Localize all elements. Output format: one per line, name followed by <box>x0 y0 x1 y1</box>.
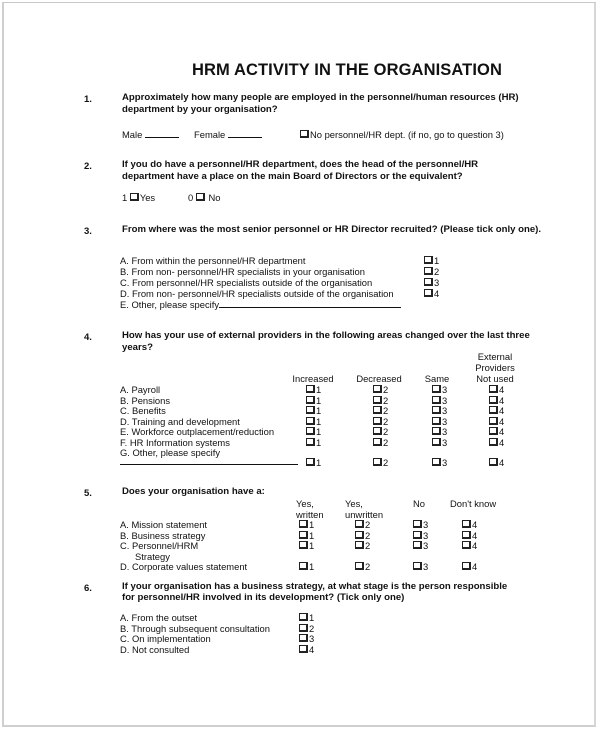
q5-checkbox[interactable] <box>462 561 477 572</box>
q5-code: 4 <box>472 540 478 551</box>
q1-female-blank[interactable] <box>228 137 262 138</box>
q5-checkbox[interactable] <box>299 540 314 551</box>
checkbox-icon[interactable] <box>306 427 315 435</box>
q4-code: 2 <box>383 457 389 468</box>
checkbox-icon[interactable] <box>432 417 441 425</box>
checkbox-icon[interactable] <box>306 438 315 446</box>
q4-code: 4 <box>499 437 505 448</box>
q5-code: 3 <box>423 519 429 530</box>
q4-checkbox[interactable] <box>489 437 504 448</box>
checkbox-icon[interactable] <box>299 520 308 528</box>
q4-code: 4 <box>499 416 505 427</box>
q4-checkbox[interactable] <box>432 457 447 468</box>
q4-code: 2 <box>383 437 389 448</box>
q4-checkbox[interactable] <box>432 426 447 437</box>
q5-code: 3 <box>423 561 429 572</box>
q5-checkbox[interactable] <box>299 519 314 530</box>
q3-option-a-checkbox[interactable] <box>424 255 439 266</box>
q4-code: 1 <box>316 395 322 406</box>
checkbox-icon[interactable] <box>489 438 498 446</box>
q3-option-c-label: C. From personnel/HR specialists outside of the organisation <box>120 277 373 288</box>
q3-other-label: E. Other, please specify <box>120 299 220 310</box>
q1-text: Approximately how many people are employed in the personnel/human resources (HR) department by your organisation? <box>122 92 519 115</box>
checkbox-icon[interactable] <box>373 406 382 414</box>
checkbox-icon[interactable] <box>355 531 364 539</box>
q6-code: 3 <box>309 633 315 644</box>
q5-col-line2: written <box>296 509 324 520</box>
q2-no-option[interactable] <box>188 192 220 203</box>
q5-code: 2 <box>365 519 371 530</box>
q4-code: 3 <box>442 384 448 395</box>
q4-code: 2 <box>383 395 389 406</box>
checkbox-icon[interactable] <box>424 278 433 286</box>
q5-checkbox[interactable] <box>413 540 428 551</box>
checkbox-icon[interactable] <box>355 520 364 528</box>
q4-col-external: External <box>477 351 513 362</box>
checkbox-icon[interactable] <box>299 531 308 539</box>
q6-option-c-checkbox[interactable] <box>299 633 314 644</box>
checkbox-icon[interactable] <box>373 417 382 425</box>
checkbox-icon[interactable] <box>432 396 441 404</box>
checkbox-icon[interactable] <box>299 541 308 549</box>
q3-option-c-checkbox[interactable] <box>424 277 439 288</box>
q4-row-label: B. Pensions <box>120 395 171 406</box>
q4-row-label: G. Other, please specify <box>120 447 221 458</box>
q4-code: 1 <box>316 405 322 416</box>
q5-checkbox[interactable] <box>413 519 428 530</box>
q5-row-label: A. Mission statement <box>120 519 208 530</box>
checkbox-icon[interactable] <box>355 541 364 549</box>
q4-code: 2 <box>383 405 389 416</box>
q6-text-line2: for personnel/HR involved in its development? (Tick only one) <box>122 592 405 603</box>
q5-row-label: B. Business strategy <box>120 530 206 541</box>
q4-checkbox[interactable] <box>489 457 504 468</box>
q4-code: 3 <box>442 426 448 437</box>
q6-code: 4 <box>309 644 315 655</box>
q3-other-blank[interactable] <box>219 307 401 308</box>
q6-code: 2 <box>309 623 315 634</box>
q1-male-blank[interactable] <box>145 137 179 138</box>
q1-male-field[interactable] <box>122 129 179 140</box>
q5-col-yes-unwritten <box>345 498 383 520</box>
q5-code: 3 <box>423 530 429 541</box>
q5-checkbox[interactable] <box>462 540 477 551</box>
q4-row-label: A. Payroll <box>120 384 161 395</box>
checkbox-icon[interactable] <box>299 645 308 653</box>
checkbox-icon[interactable] <box>373 385 382 393</box>
q5-col-line1: Yes, <box>296 498 314 509</box>
q5-checkbox[interactable] <box>299 561 314 572</box>
checkbox-icon[interactable] <box>300 130 309 138</box>
q5-row-label: D. Corporate values statement <box>120 561 248 572</box>
checkbox-icon[interactable] <box>462 531 471 539</box>
checkbox-icon[interactable] <box>413 520 422 528</box>
q5-code: 3 <box>423 540 429 551</box>
q5-col-line1: Yes, <box>345 498 363 509</box>
q6-option-a-checkbox[interactable] <box>299 612 314 623</box>
checkbox-icon[interactable] <box>489 406 498 414</box>
checkbox-icon[interactable] <box>373 438 382 446</box>
q4-checkbox[interactable] <box>373 405 388 416</box>
q2-no-label: No <box>208 192 221 203</box>
q4-code: 1 <box>316 437 322 448</box>
q4-checkbox[interactable] <box>306 426 321 437</box>
q6-number: 6. <box>84 583 92 594</box>
q4-code: 4 <box>499 395 505 406</box>
checkbox-icon[interactable] <box>373 396 382 404</box>
q5-col-dont-know: Don't know <box>450 498 497 509</box>
q5-code: 1 <box>309 519 315 530</box>
q4-number: 4. <box>84 332 92 343</box>
checkbox-icon[interactable] <box>462 541 471 549</box>
q4-code: 2 <box>383 384 389 395</box>
checkbox-icon[interactable] <box>413 562 422 570</box>
checkbox-icon[interactable] <box>355 562 364 570</box>
q4-row-label: F. HR Information systems <box>120 437 230 448</box>
checkbox-icon[interactable] <box>306 458 315 466</box>
q4-col-providers: Providers <box>475 362 515 373</box>
document-title: HRM ACTIVITY IN THE ORGANISATION <box>192 61 502 79</box>
q4-other-blank[interactable] <box>120 464 298 465</box>
q4-checkbox[interactable] <box>373 457 388 468</box>
q6-option-label: A. From the outset <box>120 612 198 623</box>
q4-code: 1 <box>316 426 322 437</box>
checkbox-icon[interactable] <box>413 531 422 539</box>
checkbox-icon[interactable] <box>299 562 308 570</box>
q6-option-d-checkbox[interactable] <box>299 644 314 655</box>
q4-col-decreased: Decreased <box>356 373 402 384</box>
q5-code: 4 <box>472 519 478 530</box>
checkbox-icon[interactable] <box>373 427 382 435</box>
q4-checkbox[interactable] <box>373 437 388 448</box>
checkbox-icon[interactable] <box>432 427 441 435</box>
q6-option-label: B. Through subsequent consultation <box>120 623 270 634</box>
q4-code: 4 <box>499 384 505 395</box>
checkbox-icon[interactable] <box>489 458 498 466</box>
q3-option-a-label: A. From within the personnel/HR department <box>120 255 306 266</box>
q5-code: 4 <box>472 530 478 541</box>
q1-male-label: Male <box>122 129 143 140</box>
q4-checkbox[interactable] <box>432 384 447 395</box>
q5-row-label-cont: Strategy <box>135 551 170 562</box>
q3-other-field[interactable] <box>120 299 401 310</box>
q4-checkbox[interactable] <box>373 384 388 395</box>
q5-code: 2 <box>365 540 371 551</box>
q4-col-same: Same <box>424 373 450 384</box>
checkbox-icon[interactable] <box>489 427 498 435</box>
q4-checkbox[interactable] <box>306 405 321 416</box>
q1-number: 1. <box>84 94 92 105</box>
checkbox-icon[interactable] <box>306 396 315 404</box>
checkbox-icon[interactable] <box>373 458 382 466</box>
checkbox-icon[interactable] <box>432 406 441 414</box>
q2-no-code: 0 <box>188 192 194 203</box>
q4-checkbox[interactable] <box>306 437 321 448</box>
q5-code: 2 <box>365 561 371 572</box>
q2-yes-code: 1 <box>122 192 128 203</box>
q4-row-label: E. Workforce outplacement/reduction <box>120 426 275 437</box>
q5-checkbox[interactable] <box>462 519 477 530</box>
checkbox-icon[interactable] <box>462 520 471 528</box>
q4-checkbox[interactable] <box>489 384 504 395</box>
q4-checkbox[interactable] <box>306 384 321 395</box>
q2-number: 2. <box>84 161 92 172</box>
q4-checkbox[interactable] <box>432 405 447 416</box>
q3-option-b-label: B. From non- personnel/HR specialists in your organisation <box>120 266 365 277</box>
q4-code: 3 <box>442 437 448 448</box>
q4-row-label: C. Benefits <box>120 405 166 416</box>
checkbox-icon[interactable] <box>432 438 441 446</box>
checkbox-icon[interactable] <box>432 458 441 466</box>
q3-text: From where was the most senior personnel or HR Director recruited? (Please tick only one). <box>122 224 542 235</box>
q3-code-a: 1 <box>434 255 440 266</box>
q3-option-d-checkbox[interactable] <box>424 288 439 299</box>
q3-option-b-checkbox[interactable] <box>424 266 439 277</box>
q4-code: 1 <box>316 416 322 427</box>
q5-checkbox[interactable] <box>355 540 370 551</box>
q4-row-label: D. Training and development <box>120 416 240 427</box>
q5-code: 1 <box>309 540 315 551</box>
q4-code: 3 <box>442 405 448 416</box>
q3-code-c: 3 <box>434 277 440 288</box>
q1-no-dept-option[interactable] <box>300 129 504 140</box>
q6-option-label: D. Not consulted <box>120 644 190 655</box>
checkbox-icon[interactable] <box>306 385 315 393</box>
q4-text: How has your use of external providers in the following areas changed over the last three years? <box>122 330 530 353</box>
q4-code: 4 <box>499 405 505 416</box>
checkbox-icon[interactable] <box>299 634 308 642</box>
q3-option-d-label: D. From non- personnel/HR specialists outside of the organisation <box>120 288 394 299</box>
q5-col-line2: unwritten <box>345 509 384 520</box>
q5-col-yes-written <box>296 498 324 520</box>
checkbox-icon[interactable] <box>424 267 433 275</box>
q5-checkbox[interactable] <box>355 561 370 572</box>
checkbox-icon[interactable] <box>130 193 139 201</box>
checkbox-icon[interactable] <box>489 385 498 393</box>
checkbox-icon[interactable] <box>489 396 498 404</box>
checkbox-icon[interactable] <box>306 406 315 414</box>
checkbox-icon[interactable] <box>424 256 433 264</box>
q4-code: 3 <box>442 416 448 427</box>
checkbox-icon[interactable] <box>299 613 308 621</box>
q2-yes-label: Yes <box>139 192 156 203</box>
checkbox-icon[interactable] <box>489 417 498 425</box>
q6-code: 1 <box>309 612 315 623</box>
q4-code: 2 <box>383 426 389 437</box>
checkbox-icon[interactable] <box>424 289 433 297</box>
q4-checkbox[interactable] <box>489 405 504 416</box>
q5-row-label: C. Personnel/HRM <box>120 540 199 551</box>
q5-number: 5. <box>84 488 92 499</box>
q4-code: 3 <box>442 457 448 468</box>
q4-checkbox[interactable] <box>432 437 447 448</box>
q1-female-field[interactable] <box>194 129 262 140</box>
document-page <box>2 2 596 727</box>
q4-code: 4 <box>499 426 505 437</box>
q4-checkbox[interactable] <box>373 426 388 437</box>
checkbox-icon[interactable] <box>432 385 441 393</box>
q4-col-not-used: Not used <box>476 373 514 384</box>
q3-code-d: 4 <box>434 288 440 299</box>
q4-checkbox[interactable] <box>489 426 504 437</box>
q6-option-label: C. On implementation <box>120 633 211 644</box>
q5-col-no: No <box>413 498 425 509</box>
q5-text: Does your organisation have a: <box>122 486 265 497</box>
q1-no-dept-label: No personnel/HR dept. (if no, go to question 3) <box>310 129 504 140</box>
checkbox-icon[interactable] <box>462 562 471 570</box>
checkbox-icon[interactable] <box>413 541 422 549</box>
q4-col-increased: Increased <box>292 373 334 384</box>
q6-text-line1: If your organisation has a business strategy, at what stage is the person responsible <box>122 581 508 592</box>
q5-code: 1 <box>309 561 315 572</box>
q4-code: 1 <box>316 384 322 395</box>
checkbox-icon[interactable] <box>299 624 308 632</box>
q5-checkbox[interactable] <box>355 519 370 530</box>
q2-text: If you do have a personnel/HR department, does the head of the personnel/HR department have a place on the main Board of Directors or the equivalent? <box>122 159 479 182</box>
checkbox-icon[interactable] <box>306 417 315 425</box>
q4-code: 4 <box>499 457 505 468</box>
q4-code: 3 <box>442 395 448 406</box>
q5-code: 2 <box>365 530 371 541</box>
q3-number: 3. <box>84 226 92 237</box>
checkbox-icon[interactable] <box>196 193 205 201</box>
q4-code: 2 <box>383 416 389 427</box>
q3-code-b: 2 <box>434 266 440 277</box>
q4-checkbox[interactable] <box>306 457 321 468</box>
q5-code: 1 <box>309 530 315 541</box>
q4-code: 1 <box>316 457 322 468</box>
q2-yes-option[interactable] <box>122 192 155 203</box>
q1-female-label: Female <box>194 129 226 140</box>
q5-checkbox[interactable] <box>413 561 428 572</box>
q5-code: 4 <box>472 561 478 572</box>
